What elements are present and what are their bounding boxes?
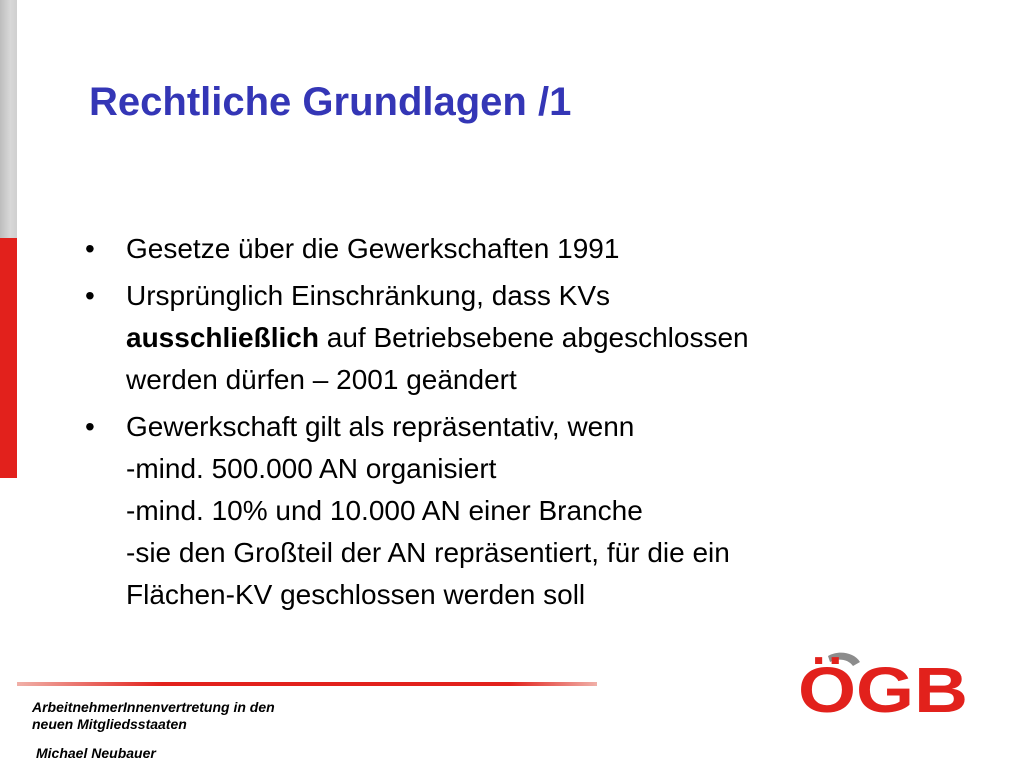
footer-author: Michael Neubauer	[36, 745, 156, 761]
bullet-line-rest: auf Betriebsebene abgeschlossen	[318, 322, 749, 353]
bullet-line: Ursprünglich Einschränkung, dass KVs	[126, 280, 611, 311]
bullet-line	[126, 317, 923, 359]
footer-divider	[17, 682, 597, 686]
bullet-list	[83, 228, 923, 621]
bullet-marker: •	[85, 233, 95, 264]
bold-emphasis: ausschließlich	[126, 322, 319, 353]
bullet-line: -mind. 10% und 10.000 AN einer Branche	[126, 495, 643, 526]
bullet-line: -sie den Großteil der AN repräsentiert, für die ein	[126, 537, 730, 568]
left-accent-bar-gray	[0, 0, 17, 238]
bullet-item	[83, 275, 923, 401]
left-accent-bar-red	[0, 238, 17, 478]
bullet-marker: •	[85, 280, 95, 311]
oegb-logo-icon	[798, 648, 970, 720]
bullet-line: -mind. 500.000 AN organisiert	[126, 453, 497, 484]
bullet-item	[83, 406, 923, 616]
bullet-item	[83, 228, 923, 270]
logo-text: ÖGB	[798, 654, 968, 720]
bullet-line: Gewerkschaft gilt als repräsentativ, wenn	[126, 411, 635, 442]
bullet-line: Flächen-KV geschlossen werden soll	[126, 579, 586, 610]
bullet-line: Gesetze über die Gewerkschaften 1991	[126, 233, 620, 264]
slide-title: Rechtliche Grundlagen /1	[89, 80, 572, 124]
bullet-line: werden dürfen – 2001 geändert	[126, 364, 517, 395]
footer-organization: ArbeitnehmerInnenvertretung in den neuen Mitgliedsstaaten	[32, 699, 275, 732]
bullet-marker: •	[85, 411, 95, 442]
